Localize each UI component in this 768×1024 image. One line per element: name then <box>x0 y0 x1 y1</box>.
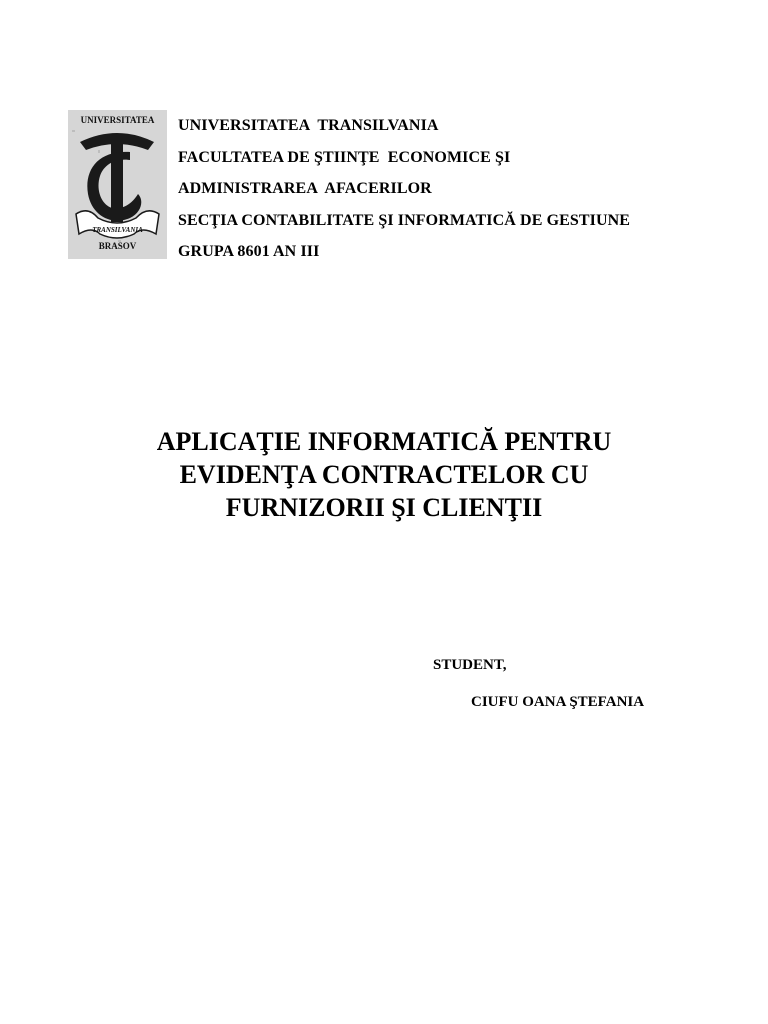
institution-header <box>178 110 738 268</box>
document-title <box>60 425 708 524</box>
faculty-name-continued: ADMINISTRAREA AFACERILOR <box>178 180 432 197</box>
university-name: UNIVERSITATEA TRANSILVANIA <box>178 117 439 134</box>
section-name: SECŢIA CONTABILITATE ŞI INFORMATICĂ DE GESTIUNE <box>178 211 631 229</box>
title-line: EVIDENŢA CONTRACTELOR CU <box>179 460 589 489</box>
title-line: FURNIZORII ŞI CLIENŢII <box>225 493 543 522</box>
student-label: STUDENT, <box>433 657 507 673</box>
faculty-name: FACULTATEA DE ŞTIINŢE ECONOMICE ŞI <box>178 148 511 166</box>
student-name: CIUFU OANA ŞTEFANIA <box>471 694 645 710</box>
logo-ribbon-text: TRANSILVANIA <box>92 226 143 234</box>
logo-top-text: UNIVERSITATEA <box>80 115 155 125</box>
university-seal-icon <box>68 110 167 259</box>
title-line: APLICAŢIE INFORMATICĂ PENTRU <box>156 427 612 456</box>
group-info: GRUPA 8601 AN III <box>178 243 320 260</box>
logo-bottom-text: BRASOV <box>98 241 137 251</box>
